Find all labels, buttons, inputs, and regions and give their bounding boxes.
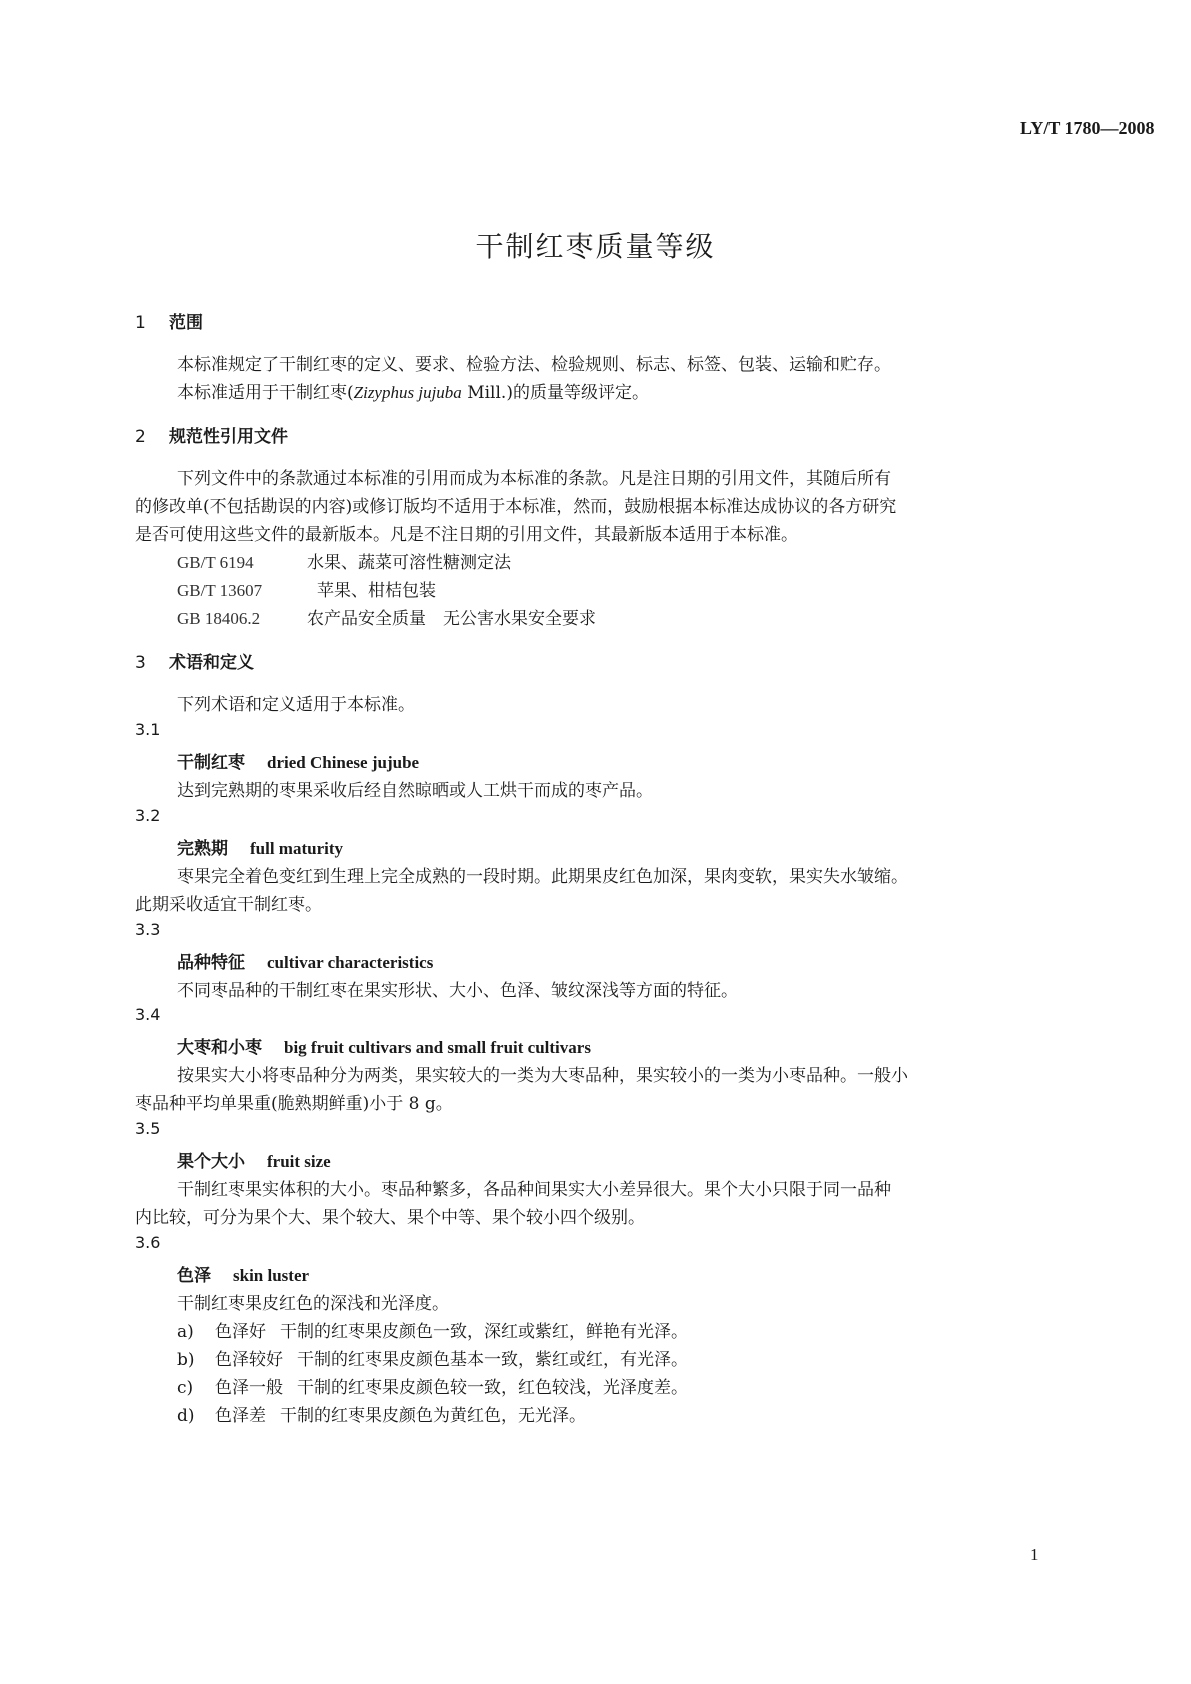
latin-name: Zizyphus jujuba <box>353 383 462 402</box>
term-definition: 内比较，可分为果个大、果个较大、果个中等、果个较小四个级别。 <box>135 1208 645 1228</box>
term-chinese: 干制红枣 <box>177 753 245 773</box>
term-definition: 干制红枣果皮红色的深浅和光泽度。 <box>177 1294 449 1314</box>
section-1-heading <box>135 308 203 333</box>
section-number: 2 <box>135 427 146 447</box>
term-definition: 枣品种平均单果重(脆熟期鲜重)小于 8 g。 <box>135 1094 453 1114</box>
term-english: dried Chinese jujube <box>267 753 420 772</box>
luster-item <box>177 1401 586 1426</box>
section-1-paragraph-1: 本标准规定了干制红枣的定义、要求、检验方法、检验规则、标志、标签、包装、运输和贮存。 <box>177 355 891 375</box>
item-text: 干制的红枣果皮颜色较一致，红色较浅，光泽度差。 <box>297 1378 688 1398</box>
section-title: 规范性引用文件 <box>169 427 288 447</box>
term-english: skin luster <box>233 1266 310 1285</box>
reference-title: 农产品安全质量 无公害水果安全要求 <box>307 609 596 629</box>
term-number: 3.2 <box>135 806 161 825</box>
term-number: 3.1 <box>135 720 161 739</box>
item-label: 色泽差 <box>215 1406 266 1426</box>
section-2-paragraph-line: 是否可使用这些文件的最新版本。凡是不注日期的引用文件，其最新版本适用于本标准。 <box>135 525 798 545</box>
term-english: full maturity <box>250 839 344 858</box>
luster-item <box>177 1317 688 1342</box>
term-number: 3.3 <box>135 920 161 939</box>
term-chinese: 品种特征 <box>177 953 245 973</box>
reference-code: GB/T 13607 <box>177 581 263 600</box>
section-1-paragraph-2 <box>177 378 649 403</box>
term-chinese: 大枣和小枣 <box>177 1038 262 1058</box>
term-heading <box>177 1033 591 1058</box>
term-chinese: 色泽 <box>177 1266 211 1286</box>
text-run: 本标准适用于干制红枣( <box>177 383 354 403</box>
term-definition: 达到完熟期的枣果采收后经自然晾晒或人工烘干而成的枣产品。 <box>177 781 653 801</box>
section-3-heading <box>135 648 254 673</box>
section-number: 3 <box>135 653 146 673</box>
term-english: cultivar characteristics <box>267 953 434 972</box>
item-text: 干制的红枣果皮颜色基本一致，紫红或红，有光泽。 <box>297 1350 688 1370</box>
term-chinese: 完熟期 <box>177 839 228 859</box>
term-heading <box>177 748 419 773</box>
item-label: 色泽好 <box>215 1322 266 1342</box>
section-2-paragraph-line: 下列文件中的条款通过本标准的引用而成为本标准的条款。凡是注日期的引用文件，其随后所有 <box>177 469 891 489</box>
page-number: 1 <box>1030 1545 1039 1564</box>
item-text: 干制的红枣果皮颜色为黄红色，无光泽。 <box>280 1406 586 1426</box>
reference-item <box>177 604 596 629</box>
term-heading <box>177 1261 309 1286</box>
term-english: big fruit cultivars and small fruit cultivars <box>284 1038 591 1057</box>
item-label: 色泽一般 <box>215 1378 283 1398</box>
section-2-paragraph-line: 的修改单(不包括勘误的内容)或修订版均不适用于本标准，然而，鼓励根据本标准达成协议的各方研究 <box>135 497 897 517</box>
section-title: 术语和定义 <box>169 653 254 673</box>
reference-code: GB/T 6194 <box>177 553 254 572</box>
term-definition: 按果实大小将枣品种分为两类，果实较大的一类为大枣品种，果实较小的一类为小枣品种。一般小 <box>177 1066 908 1086</box>
term-heading <box>177 948 433 973</box>
term-definition: 干制红枣果实体积的大小。枣品种繁多，各品种间果实大小差异很大。果个大小只限于同一品种 <box>177 1180 891 1200</box>
reference-item <box>177 576 436 601</box>
term-number: 3.6 <box>135 1233 161 1252</box>
section-title: 范围 <box>169 313 203 333</box>
term-heading <box>177 834 343 859</box>
term-chinese: 果个大小 <box>177 1152 245 1172</box>
document-title: 干制红枣质量等级 <box>475 230 716 263</box>
item-marker: b) <box>177 1350 195 1370</box>
item-marker: c) <box>177 1378 194 1398</box>
term-english: fruit size <box>267 1152 331 1171</box>
term-definition: 不同枣品种的干制红枣在果实形状、大小、色泽、皱纹深浅等方面的特征。 <box>177 981 738 1001</box>
term-definition: 此期采收适宜干制红枣。 <box>135 895 322 915</box>
reference-code: GB 18406.2 <box>177 609 261 628</box>
reference-title: 水果、蔬菜可溶性糖测定法 <box>307 553 511 573</box>
term-number: 3.5 <box>135 1119 161 1138</box>
standard-code: LY/T 1780—2008 <box>1020 118 1155 138</box>
section-3-intro: 下列术语和定义适用于本标准。 <box>177 695 415 715</box>
text-run: Mill.)的质量等级评定。 <box>461 383 649 403</box>
item-marker: d) <box>177 1406 195 1426</box>
item-marker: a) <box>177 1322 194 1342</box>
reference-item <box>177 548 511 573</box>
term-definition: 枣果完全着色变红到生理上完全成熟的一段时期。此期果皮红色加深，果肉变软，果实失水皱缩。 <box>177 867 908 887</box>
reference-title: 苹果、柑桔包装 <box>317 581 436 601</box>
section-number: 1 <box>135 313 146 333</box>
luster-item <box>177 1345 688 1370</box>
term-number: 3.4 <box>135 1005 161 1024</box>
term-heading <box>177 1147 331 1172</box>
item-text: 干制的红枣果皮颜色一致，深红或紫红，鲜艳有光泽。 <box>280 1322 688 1342</box>
item-label: 色泽较好 <box>215 1350 283 1370</box>
section-2-heading <box>135 422 288 447</box>
luster-item <box>177 1373 688 1398</box>
